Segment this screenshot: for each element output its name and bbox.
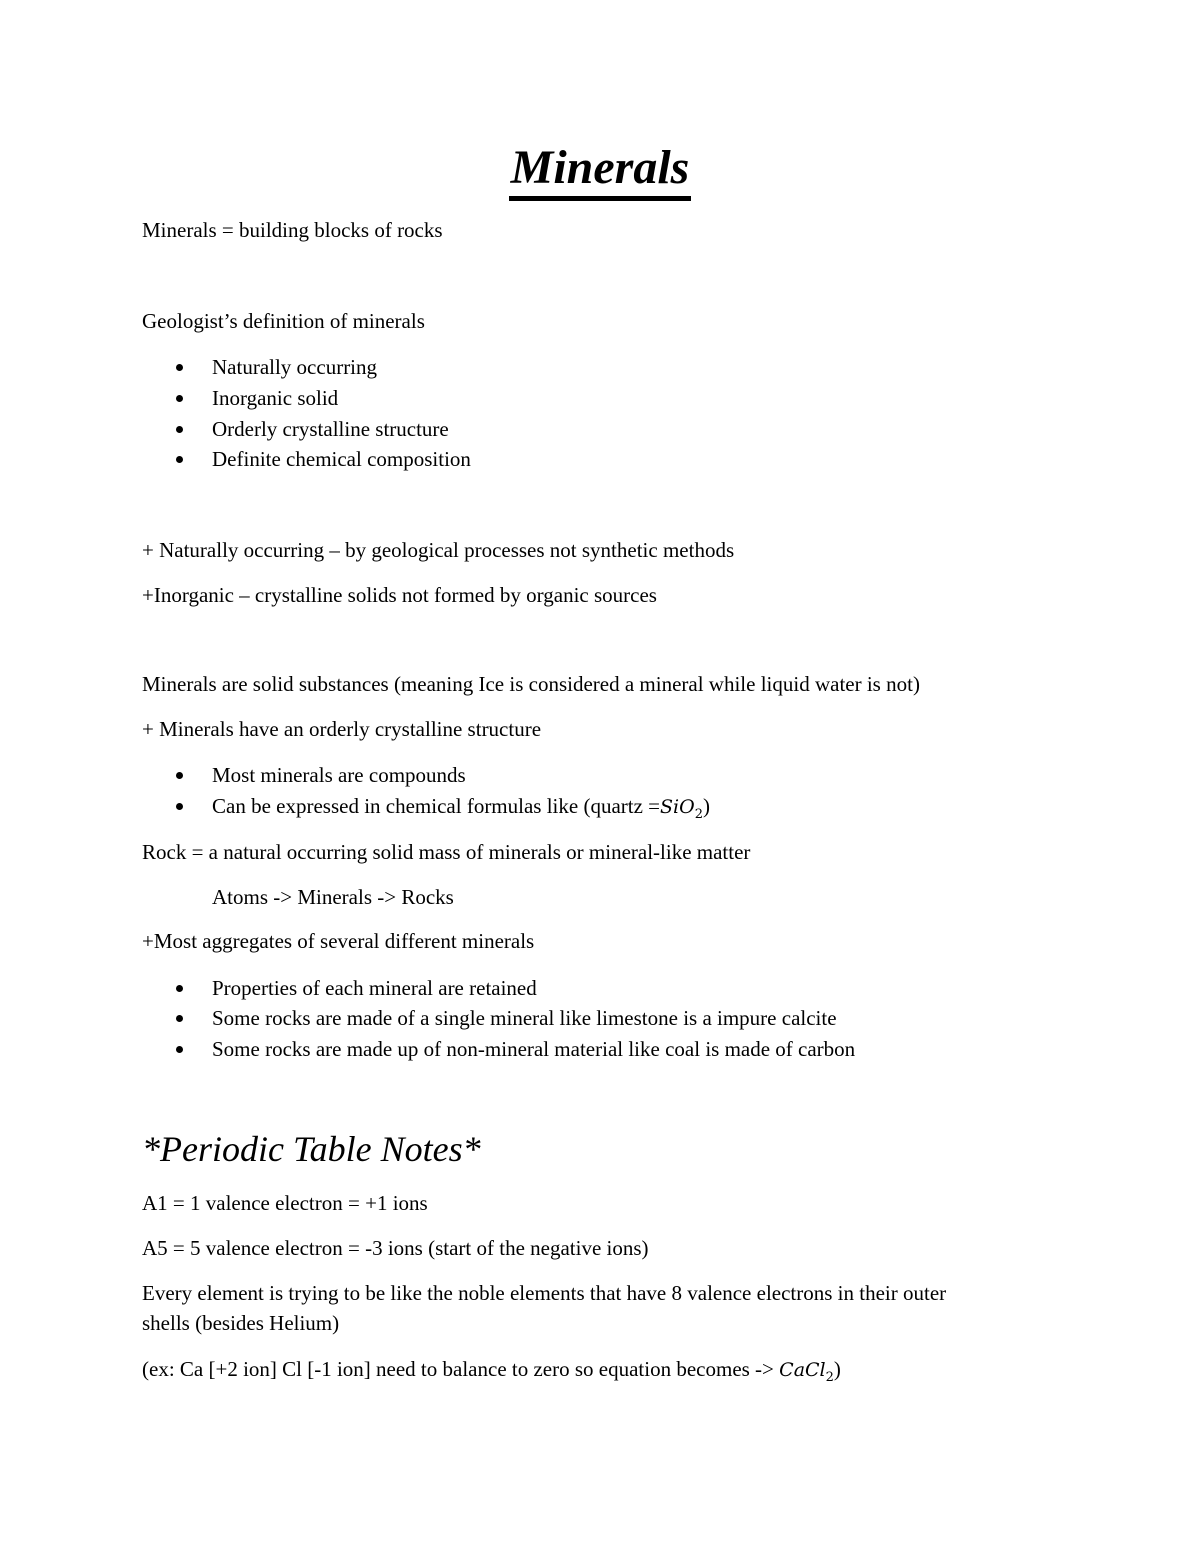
inorganic-note: +Inorganic – crystalline solids not formed by organic sources	[142, 583, 657, 607]
rock-definition: Rock = a natural occurring solid mass of minerals or mineral-like matter	[142, 840, 751, 864]
definition-item-text: Naturally occurring	[212, 355, 378, 379]
quartz-formula-subscript: 2	[694, 806, 703, 822]
structure-item-text	[212, 792, 710, 829]
definition-heading: Geologist’s definition of minerals	[142, 309, 425, 333]
page-title	[0, 138, 1200, 201]
bullet-icon	[176, 803, 183, 810]
quartz-formula-base: SiO	[660, 796, 695, 818]
aggregate-item-text: Properties of each mineral are retained	[212, 976, 537, 1000]
structure-note: + Minerals have an orderly crystalline structure	[142, 717, 542, 741]
example-prefix: (ex: Ca [+2 ion] Cl [-1 ion] need to balance to zero so equation becomes ->	[142, 1357, 780, 1381]
periodic-heading: *Periodic Table Notes*	[142, 1129, 481, 1169]
bullet-icon	[176, 1015, 183, 1022]
noble-note-line1: Every element is trying to be like the noble elements that have 8 valence electrons in their outer	[142, 1281, 947, 1305]
a5-note: A5 = 5 valence electron = -3 ions (start of the negative ions)	[142, 1236, 649, 1260]
definition-item-text: Inorganic solid	[212, 386, 339, 410]
example-formula-base: CaCl	[779, 1359, 826, 1381]
bullet-icon	[176, 1046, 183, 1053]
example-suffix: )	[833, 1357, 841, 1381]
aggregates-note: +Most aggregates of several different minerals	[142, 929, 535, 953]
definition-item-text: Orderly crystalline structure	[212, 417, 449, 441]
bullet-icon	[176, 985, 183, 992]
hierarchy-line: Atoms -> Minerals -> Rocks	[212, 885, 454, 909]
quartz-formula	[660, 796, 703, 822]
a1-note: A1 = 1 valence electron = +1 ions	[142, 1191, 428, 1215]
bullet-icon	[176, 426, 183, 433]
bullet-icon	[176, 395, 183, 402]
bullet-icon	[176, 772, 183, 779]
formula-suffix: )	[702, 794, 710, 818]
example-formula	[779, 1359, 834, 1385]
solid-note: Minerals are solid substances (meaning Ice is considered a mineral while liquid water is not)	[142, 672, 920, 696]
structure-item-text: Most minerals are compounds	[212, 763, 466, 787]
formula-prefix: Can be expressed in chemical formulas like (quartz =	[212, 794, 661, 818]
bullet-icon	[176, 456, 183, 463]
noble-note-line2: shells (besides Helium)	[142, 1311, 340, 1335]
aggregate-item-text: Some rocks are made up of non-mineral material like coal is made of carbon	[212, 1037, 856, 1061]
page-title-text: Minerals	[509, 140, 692, 201]
intro-line: Minerals = building blocks of rocks	[142, 218, 443, 242]
definition-item-text: Definite chemical composition	[212, 447, 471, 471]
aggregate-item-text: Some rocks are made of a single mineral like limestone is a impure calcite	[212, 1006, 837, 1030]
example-line	[142, 1355, 841, 1392]
bullet-icon	[176, 364, 183, 371]
example-formula-subscript: 2	[825, 1369, 834, 1385]
natural-note: + Naturally occurring – by geological processes not synthetic methods	[142, 538, 735, 562]
